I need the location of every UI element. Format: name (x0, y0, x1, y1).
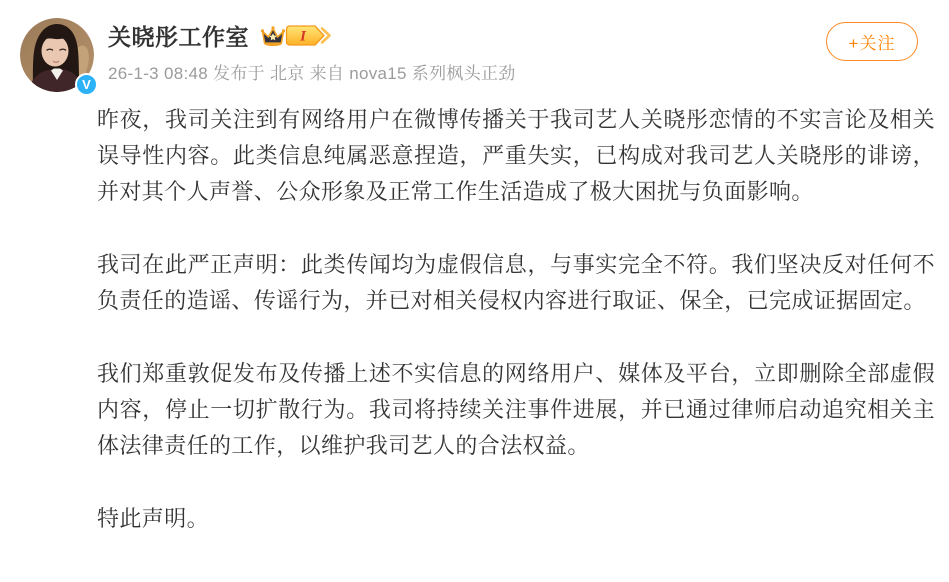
post-meta-timestamp: 26-1-3 08:48 发布于 北京 来自 nova15 系列枫头正劲 (108, 64, 516, 83)
post-paragraph: 我司在此严正声明：此类传闻均为虚假信息，与事实完全不符。我们坚决反对任何不负责任的造谣、传谣行为，并已对相关侵权内容进行取证、保全，已完成证据固定。 (97, 252, 935, 313)
svg-text:I: I (300, 28, 306, 45)
crown-vip-icon[interactable] (258, 22, 288, 49)
post-paragraph: 我们郑重敦促发布及传播上述不实信息的网络用户、媒体及平台，立即删除全部虚假内容，停止一切扩散行为。我司将持续关注事件进展，并已通过律师启动追究相关主体法律责任的工作，以维护我司艺人的合法权益。 (97, 361, 935, 458)
post-header (0, 0, 949, 96)
verified-v-icon: V (75, 73, 98, 96)
post-content (97, 102, 935, 537)
post-paragraph: 昨夜，我司关注到有网络用户在微博传播关于我司艺人关晓彤恋情的不实言论及相关误导性内容。此类信息纯属恶意捏造，严重失实，已构成对我司艺人关晓彤的诽谤，并对其个人声誉、公众形象及正常工作生活造成了极大困扰与负面影响。 (97, 107, 935, 204)
user-avatar[interactable] (20, 18, 94, 92)
post-paragraph: 特此声明。 (97, 506, 210, 531)
user-block (108, 20, 516, 84)
follow-button[interactable]: +关注 (826, 22, 918, 61)
username[interactable]: 关晓彤工作室 (108, 23, 249, 50)
vip-level-badge[interactable] (283, 22, 333, 49)
